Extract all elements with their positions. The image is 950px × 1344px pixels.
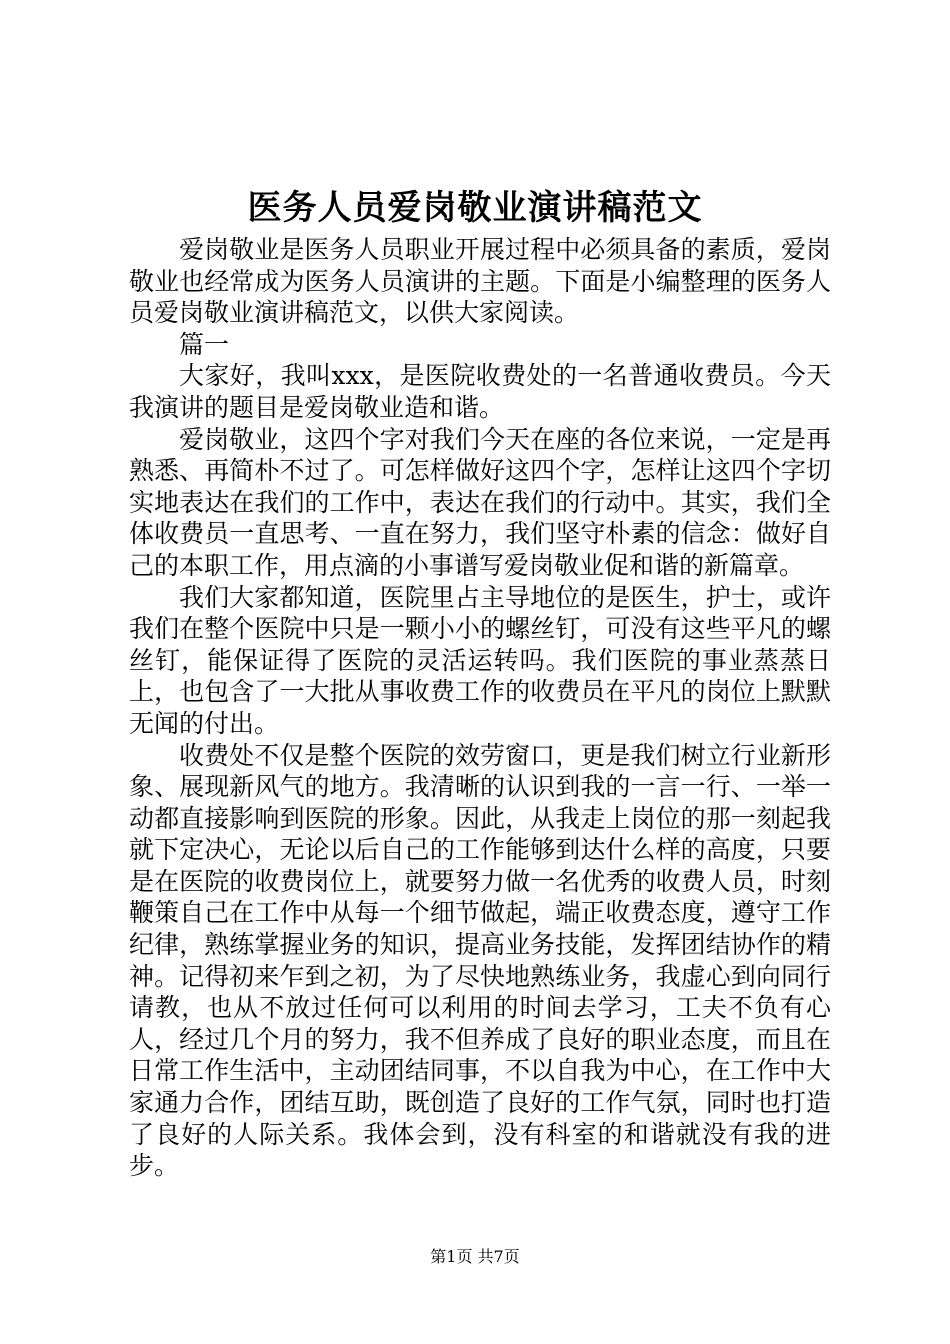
paragraph-intro: 爱岗敬业是医务人员职业开展过程中必须具备的素质，爱岗敬业也经常成为医务人员演讲的主题。下面是小编整理的医务人员爱岗敬业演讲稿范文，以供大家阅读。 xyxy=(129,235,831,328)
paragraph-dedication: 爱岗敬业，这四个字对我们今天在座的各位来说，一定是再熟悉、再简朴不过了。可怎样做好这四个字，怎样让这四个字切实地表达在我们的工作中，表达在我们的行动中。其实，我们全体收费员一直思考、一直在努力，我们坚守朴素的信念：做好自己的本职工作，用点滴的小事谱写爱岗敬业促和谐的新篇章。 xyxy=(129,424,831,580)
paragraph-greeting: 大家好，我叫xxx，是医院收费处的一名普通收费员。今天我演讲的题目是爱岗敬业造和谐。 xyxy=(129,361,831,422)
paragraph-window: 收费处不仅是整个医院的效劳窗口，更是我们树立行业新形象、展现新风气的地方。我清晰的认识到我的一言一行、一举一动都直接影响到医院的形象。因此，从我走上岗位的那一刻起我就下定决心，无论以后自己的工作能够到达什么样的高度，只要是在医院的收费岗位上，就要努力做一名优秀的收费人员，时刻鞭策自己在工作中从每一个细节做起，端正收费态度，遵守工作纪律，熟练掌握业务的知识，提高业务技能，发挥团结协作的精神。记得初来乍到之初，为了尽快地熟练业务，我虚心到向同行请教，也从不放过任何可以利用的时间去学习，工夫不负有心人，经过几个月的努力，我不但养成了良好的职业态度，而且在日常工作生活中，主动团结同事，不以自我为中心，在工作中大家通力合作，团结互助，既创造了良好的工作气氛，同时也打造了良好的人际关系。我体会到，没有科室的和谐就没有我的进步。 xyxy=(129,740,831,1181)
document-body xyxy=(129,234,831,1182)
paragraph-screw: 我们大家都知道，医院里占主导地位的是医生，护士，或许我们在整个医院中只是一颗小小的螺丝钉，可没有这些平凡的螺丝钉，能保证得了医院的灵活运转吗。我们医院的事业蒸蒸日上，也包含了一大批从事收费工作的收费员在平凡的岗位上默默无闻的付出。 xyxy=(129,582,831,738)
page-number-footer: 第1页 共7页 xyxy=(430,1247,520,1266)
paragraph-section-heading: 篇一 xyxy=(179,329,230,359)
document-title: 医务人员爱岗敬业演讲稿范文 xyxy=(247,188,703,228)
